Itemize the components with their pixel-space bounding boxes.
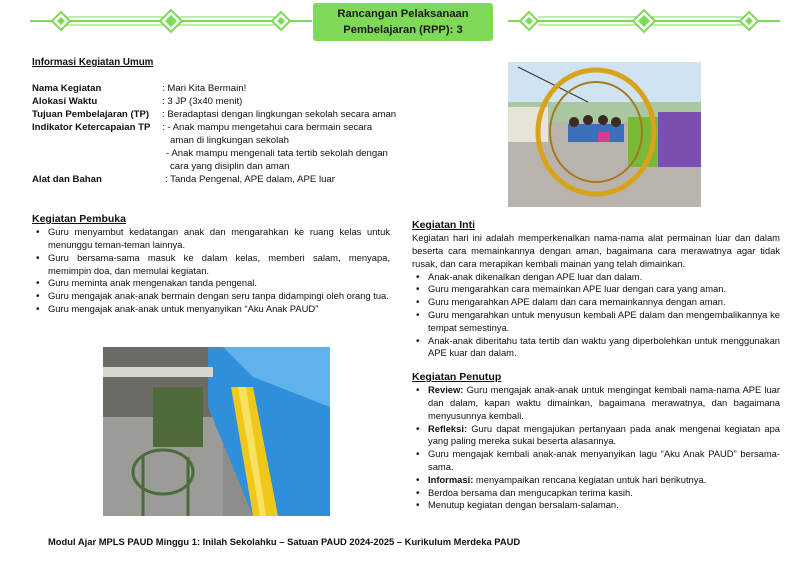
page-footer: Modul Ajar MPLS PAUD Minggu 1: Inilah Sekolahku – Satuan PAUD 2024-2025 – Kurikulum Merdeka PAUD: [48, 536, 521, 547]
info-row-alokasi: [32, 95, 432, 108]
list-item: [412, 499, 780, 512]
inti-list: [412, 271, 780, 360]
list-item: • Guru mengarahkan APE dalam dan cara memainkannya dengan aman.: [412, 296, 780, 309]
list-item: • Anak-anak dikenalkan dengan APE luar dan dalam.: [412, 271, 780, 284]
penutup-list: [412, 384, 780, 512]
indikator-line-2: aman di lingkungan sekolah: [170, 135, 289, 147]
info-label: Tujuan Pembelajaran (TP): [32, 109, 150, 121]
list-item: • Guru mengajak anak-anak untuk menyanyikan “Aku Anak PAUD”: [32, 303, 390, 316]
item-text: Guru dapat mengajukan pertanyaan pada anak mengenai kegiatan apa yang paling mereka sukai beserta alasannya.: [428, 422, 780, 447]
info-row-nama: [32, 82, 432, 95]
playground-slide-photo: [103, 347, 330, 516]
right-column: [412, 218, 780, 512]
page-title: [313, 3, 493, 41]
indikator-line-4: cara yang disiplin dan aman: [170, 161, 290, 173]
pembuka-heading: Kegiatan Pembuka: [32, 213, 126, 225]
item-text: Berdoa bersama dan mengucapkan terima kasih.: [428, 486, 633, 498]
list-item: [412, 423, 780, 449]
list-item: [412, 487, 780, 500]
item-text: Menutup kegiatan dengan bersalam-salaman.: [428, 499, 619, 511]
info-row-indikator: [32, 121, 432, 173]
info-label: Nama Kegiatan: [32, 83, 102, 94]
info-value: : Beradaptasi dengan lingkungan sekolah secara aman: [162, 109, 397, 121]
info-heading: Informasi Kegiatan Umum: [32, 57, 154, 68]
inti-intro: Kegiatan hari ini adalah memperkenalkan nama-nama alat permainan luar dan dalam beserta cara memainkannya dengan aman, bagaimana cara merawatnya agar tidak rusak, dan cara merapikan kembali mainan yang telah dimainkan.: [412, 232, 780, 269]
item-bold-label: Review:: [428, 384, 464, 396]
title-line-2: Pembelajaran (RPP): 3: [343, 24, 463, 37]
playground-swing-photo: [508, 62, 701, 207]
indikator-line-3: - Anak mampu mengenali tata tertib sekolah dengan: [166, 148, 388, 160]
title-line-1: Rancangan Pelaksanaan: [337, 8, 469, 20]
info-label: Alat dan Bahan: [32, 174, 102, 186]
list-item: • Guru mengarahkan cara memainkan APE luar dengan cara yang aman.: [412, 283, 780, 296]
info-label: Indikator Ketercapaian TP: [32, 122, 151, 134]
info-value: : Mari Kita Bermain!: [162, 83, 247, 94]
pembuka-list: [32, 226, 390, 315]
header-ornament-right: [508, 8, 780, 34]
list-item: • Guru bersama-sama masuk ke dalam kelas, memberi salam, menyapa, memimpin doa, dan memulai kegiatan.: [32, 252, 390, 278]
list-item: • Guru mengajak anak-anak bermain dengan seru tanpa didampingi oleh orang tua.: [32, 290, 390, 303]
indikator-line-1: : - Anak mampu mengetahui cara bermain secara: [162, 122, 373, 134]
list-item: [412, 474, 780, 487]
info-row-tujuan: [32, 108, 432, 121]
info-value: : 3 JP (3x40 menit): [162, 96, 243, 108]
kegiatan-pembuka-section: [32, 212, 390, 316]
list-item: • Guru meminta anak mengenakan tanda pengenal.: [32, 277, 390, 290]
penutup-heading: Kegiatan Penutup: [412, 371, 502, 384]
item-text: menyampaikan rencana kegiatan untuk hari berikutnya.: [473, 473, 707, 485]
list-item: • Anak-anak diberitahu tata tertib dan waktu yang diperbolehkan untuk menggunakan APE kuar dan dalam.: [412, 335, 780, 361]
inti-heading: Kegiatan Inti: [412, 219, 476, 231]
info-label: Alokasi Waktu: [32, 96, 98, 108]
item-bold-label: Refleksi:: [428, 422, 468, 434]
info-value: [162, 121, 432, 173]
list-item: [412, 448, 780, 474]
list-item: • Guru mengarahkan untuk menyusun kembali APE dalam dan mengembalikannya ke tempat semestinya.: [412, 309, 780, 335]
item-text: Guru mengajak kembali anak-anak menyanyikan lagu “Aku Anak PAUD” bersama-sama.: [428, 448, 780, 473]
list-item: [412, 384, 780, 422]
info-value: : Tanda Pengenal, APE dalam, APE luar: [165, 174, 335, 186]
item-bold-label: Informasi:: [428, 473, 474, 485]
item-text: Guru mengajak anak-anak untuk mengingat kembali nama-nama APE luar dan dalam, kapan waktu dimainkan, bagaimana merawatnya, dan bagaimana menyusunnya kembali.: [428, 384, 780, 421]
info-row-alat: [32, 173, 432, 186]
info-table: [32, 82, 432, 186]
header-ornament-left: [30, 8, 312, 34]
list-item: • Guru menyambut kedatangan anak dan mengarahkan ke ruang kelas untuk menunggu teman-teman lainnya.: [32, 226, 390, 252]
